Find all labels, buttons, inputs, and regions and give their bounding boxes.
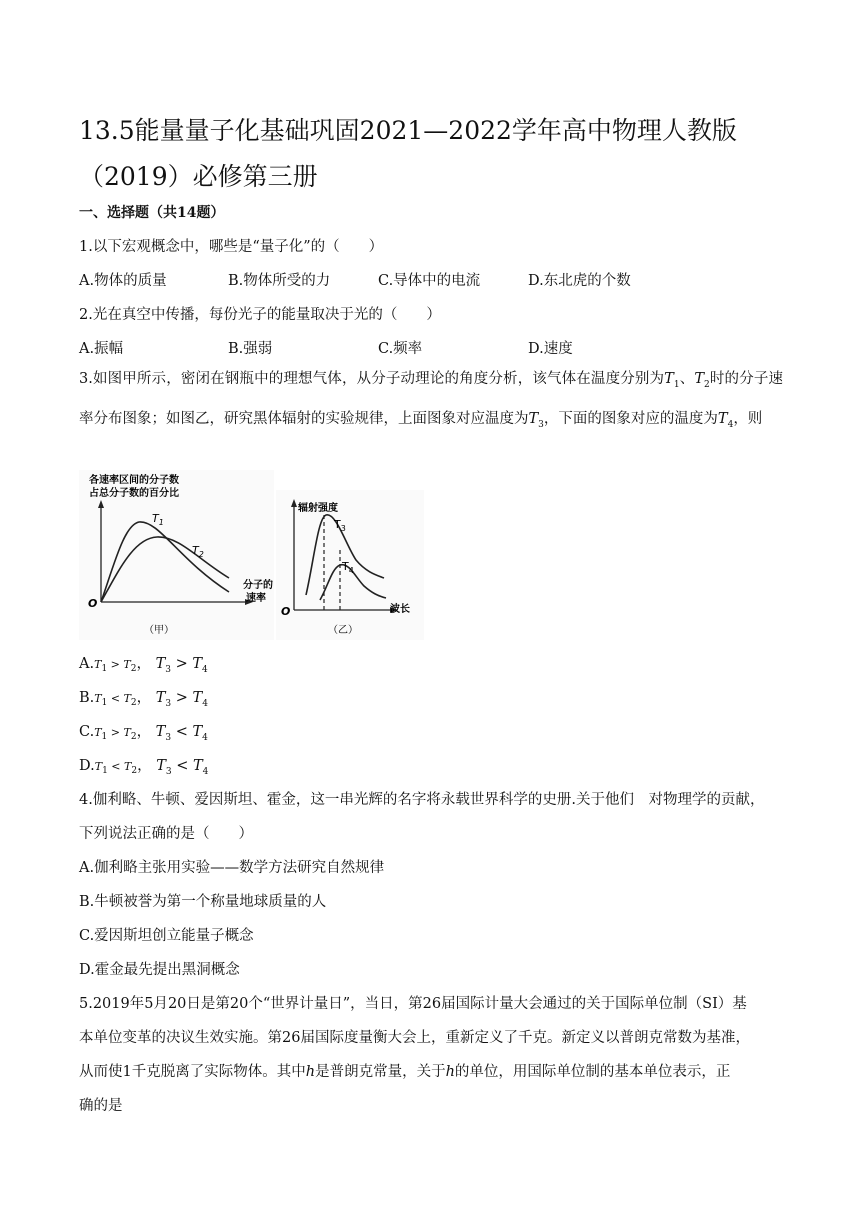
option-d: D.速度 xyxy=(528,341,573,357)
question-4-option-c: C.爱因斯坦创立能量子概念 xyxy=(79,928,254,944)
question-4-stem-line-1: 4.伽利略、牛顿、爱因斯坦、霍金，这一串光辉的名字将永载世界科学的史册.关于他们 对物理学的贡献， xyxy=(79,792,765,808)
figure-jia-ylabel-1: 各速率区间的分子数 xyxy=(89,475,179,486)
option-b: B.强弱 xyxy=(228,341,273,357)
question-5-line-4: 确的是 xyxy=(79,1098,123,1114)
figure-yi-caption: （乙） xyxy=(328,625,358,636)
question-2-options xyxy=(79,337,799,357)
question-4-option-b: B.牛顿被誉为第一个称量地球质量的人 xyxy=(79,894,327,910)
figure-yi-origin: O xyxy=(281,605,291,618)
figure-jia-curve-2-label: $T_2$ xyxy=(192,544,204,559)
question-5-line-3: 从而使1千克脱离了实际物体。其中h是普朗克常量，关于h的单位，用国际单位制的基本单位表示，正 xyxy=(79,1064,731,1080)
question-4-stem-line-2: 下列说法正确的是（ ） xyxy=(79,826,253,842)
question-3-option-d: $D.T_1 < T_2$， $T_3 < T_4$ xyxy=(79,758,209,777)
option-d: D.东北虎的个数 xyxy=(528,273,631,289)
option-a: A.振幅 xyxy=(79,341,124,357)
question-5-line-1: 5.2019年5月20日是第20个“世界计量日”，当日，第26届国际计量大会通过的关于国际单位制（SI）基 xyxy=(79,996,747,1012)
figure-jia-xlabel-2: 速率 xyxy=(246,593,266,604)
question-1-options xyxy=(79,269,799,289)
section-heading: 一、选择题（共14题） xyxy=(79,205,225,221)
figure-yi-ylabel: 辐射强度 xyxy=(298,503,338,514)
question-3-option-b: $B.T_1 < T_2$， $T_3 > T_4$ xyxy=(79,690,208,709)
question-4-option-d: D.霍金最先提出黑洞概念 xyxy=(79,962,240,978)
figure-yi-curve-top-label: $T_3$ xyxy=(334,518,346,533)
figure-jia-caption: （甲） xyxy=(144,625,174,636)
figure-jia-xlabel-1: 分子的 xyxy=(243,580,273,591)
question-5-line-2: 本单位变革的决议生效实施。第26届国际度量衡大会上，重新定义了千克。新定义以普朗克常数为基准， xyxy=(79,1030,750,1046)
figure-jia-origin: O xyxy=(88,597,98,610)
option-a: A.物体的质量 xyxy=(79,273,167,289)
option-b: B.物体所受的力 xyxy=(228,273,331,289)
option-c: C.导体中的电流 xyxy=(378,273,481,289)
figure-jia xyxy=(79,470,274,640)
option-c: C.频率 xyxy=(378,341,423,357)
question-3-option-c: $C.T_1 > T_2$， $T_3 < T_4$ xyxy=(79,724,208,743)
question-2-stem: 2.光在真空中传播，每份光子的能量取决于光的（ ） xyxy=(79,307,441,323)
figure-yi-curve-bottom-label: $T_4$ xyxy=(342,560,354,575)
question-4-option-a: A.伽利略主张用实验——数学方法研究自然规律 xyxy=(79,860,385,876)
question-1-stem: 1.以下宏观概念中，哪些是“量子化”的（ ） xyxy=(79,239,384,255)
question-3-stem: 3.如图甲所示，密闭在钢瓶中的理想气体，从分子动理论的角度分析，该气体在温度分别为$T_1$、$T_2$时的分子速率分布图象；如图乙，研究黑体辐射的实验规律，上面图象对应温度为$T_3$，下面的图象对应的温度为$T_4$，则 xyxy=(79,371,783,430)
figure-jia-ylabel-2: 占总分子数的百分比 xyxy=(89,488,179,499)
figure-jia-curve-1-label: $T_1$ xyxy=(152,512,164,527)
figure-yi-xlabel: 波长 xyxy=(390,604,410,615)
question-3-option-a: $A.T_1 > T_2$， $T_3 > T_4$ xyxy=(79,656,208,675)
page-title: 13.5能量量子化基础巩固2021—2022学年高中物理人教版（2019）必修第三册 xyxy=(79,116,737,191)
figure-yi xyxy=(276,490,424,640)
